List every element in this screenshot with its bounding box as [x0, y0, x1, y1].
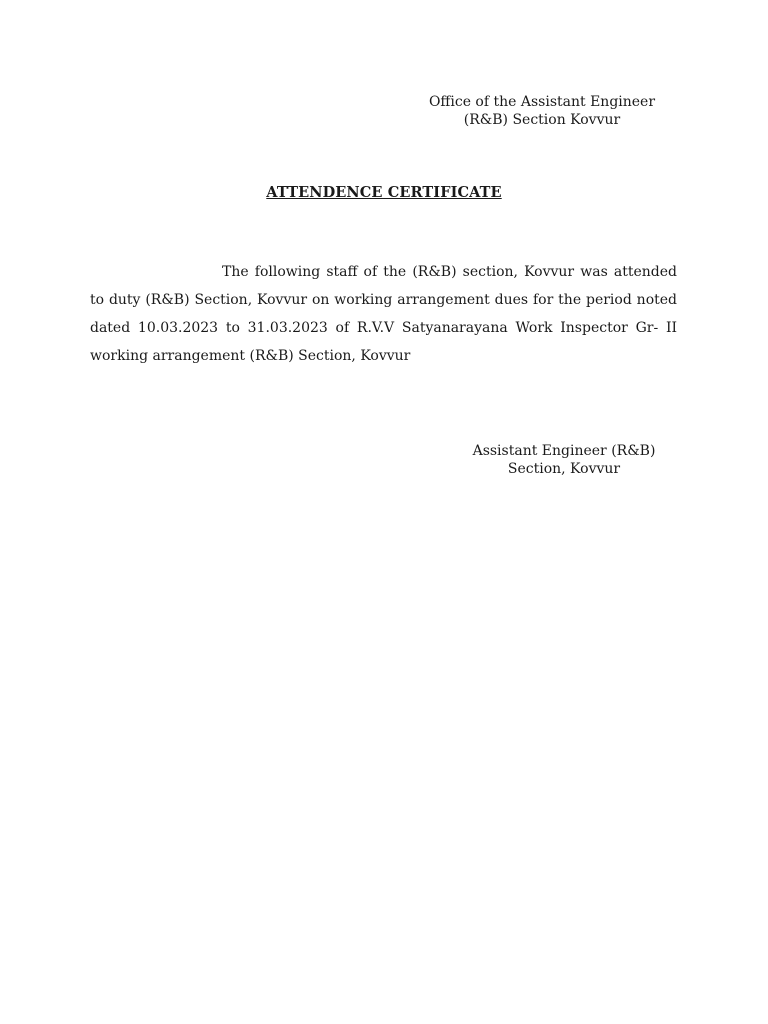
- signature-line-1: Assistant Engineer (R&B): [472, 443, 656, 459]
- certificate-title: ATTENDENCE CERTIFICATE: [266, 184, 502, 201]
- certificate-body: The following staff of the (R&B) section, Kovvur was attended to duty (R&B) Section, Kovvur on working arrangement dues for the period noted dated 10.03.2023 to 31.03.2023 of R.V.V Satyanarayana Work Inspector Gr- II working arrangement (R&B) Section, Kovvur: [90, 264, 677, 364]
- signature-line-2: Section, Kovvur: [507, 461, 621, 477]
- signature-block: [440, 442, 688, 478]
- office-line-2: (R&B) Section Kovvur: [463, 112, 621, 128]
- office-address: [402, 93, 682, 129]
- office-line-1: Office of the Assistant Engineer: [428, 94, 656, 110]
